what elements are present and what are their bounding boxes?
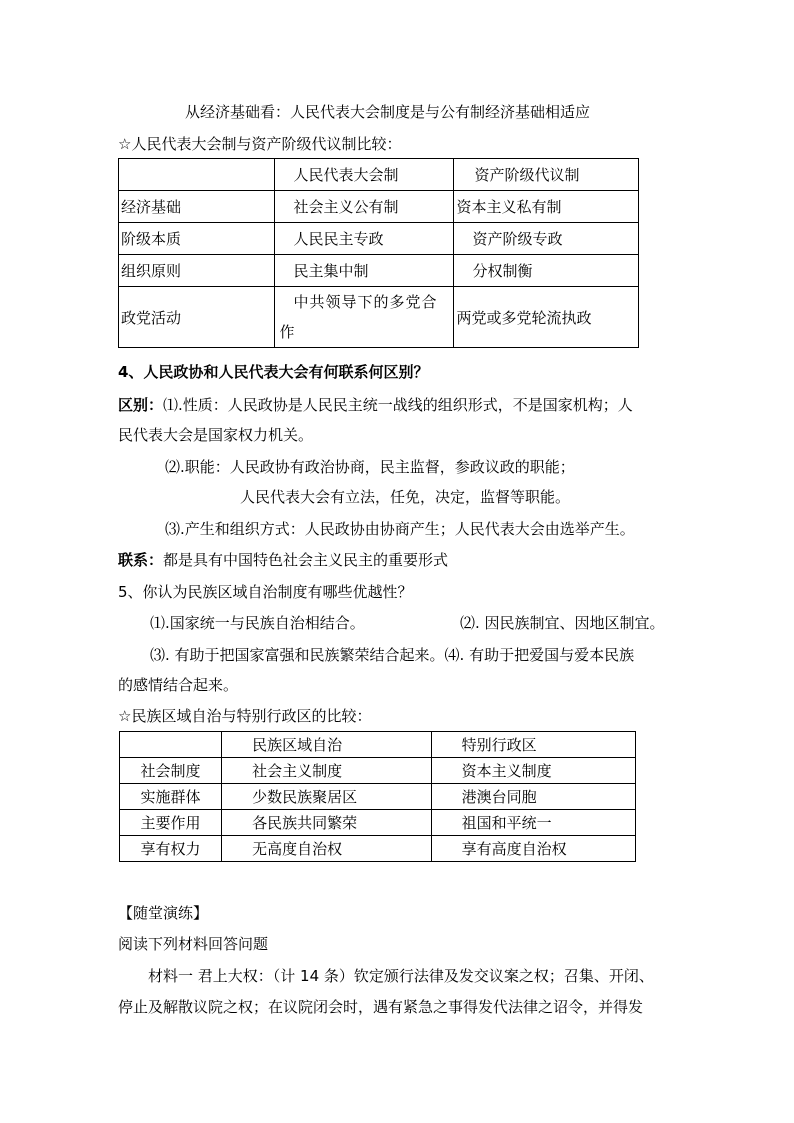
table-cell: 主要作用 xyxy=(120,810,222,836)
connection-label: 联系： xyxy=(118,551,164,569)
table-row xyxy=(119,191,639,223)
material-1b: 停止及解散议院之权；在议院闭会时，遇有紧急之事得发代法律之诏令，并得发 xyxy=(118,998,644,1016)
difference-2a: ⑵.职能：人民政协有政治协商，民主监督，参政议政的职能； xyxy=(165,458,575,476)
table-header-cell: 民族区域自治 xyxy=(222,732,432,758)
table-row xyxy=(120,810,636,836)
difference-1-text: ⑴.性质：人民政协是人民民主统一战线的组织形式，不是国家机构；人 xyxy=(163,396,633,414)
table-header-cell: 人民代表大会制 xyxy=(275,159,454,191)
heading-comparison-2: ☆民族区域自治与特别行政区的比较： xyxy=(118,707,372,725)
comparison-table-npc xyxy=(118,158,639,348)
advantage-2: ⑵. 因民族制宜、因地区制宜。 xyxy=(460,614,665,632)
connection-text: 都是具有中国特色社会主义民主的重要形式 xyxy=(163,551,449,569)
practice-heading: 【随堂演练】 xyxy=(118,904,209,922)
table-cell: 资本主义制度 xyxy=(431,758,635,784)
table-cell: 两党或多党轮流执政 xyxy=(454,287,639,348)
table-cell: 社会主义公有制 xyxy=(275,191,454,223)
table-cell: 中共领导下的多党合作 xyxy=(275,287,454,348)
table-cell: 资本主义私有制 xyxy=(454,191,639,223)
difference-2b: 人民代表大会有立法，任免，决定，监督等职能。 xyxy=(240,488,571,506)
connection xyxy=(118,550,448,570)
difference-1a xyxy=(118,395,633,415)
table-row xyxy=(120,758,636,784)
table-header-cell: 资产阶级代议制 xyxy=(454,159,639,191)
table-row xyxy=(119,255,639,287)
table-cell: 资产阶级专政 xyxy=(454,223,639,255)
material-1a: 材料一 君上大权：（计 14 条）钦定颁行法律及发交议案之权；召集、开闭、 xyxy=(148,967,654,985)
comparison-table-autonomy xyxy=(119,731,636,862)
table-row xyxy=(119,287,639,348)
advantage-3b: 的感情结合起来。 xyxy=(118,676,239,694)
table-cell: 组织原则 xyxy=(119,255,275,287)
table-cell xyxy=(120,732,222,758)
table-header-row xyxy=(120,732,636,758)
table-header-cell: 特别行政区 xyxy=(431,732,635,758)
table-cell: 阶级本质 xyxy=(119,223,275,255)
table-cell: 少数民族聚居区 xyxy=(222,784,432,810)
difference-3: ⑶.产生和组织方式：人民政协由协商产生；人民代表大会由选举产生。 xyxy=(165,520,635,538)
table-cell: 各民族共同繁荣 xyxy=(222,810,432,836)
table-header-row xyxy=(119,159,639,191)
reading-instruction: 阅读下列材料回答问题 xyxy=(118,935,269,953)
table-cell: 港澳台同胞 xyxy=(431,784,635,810)
table-cell: 祖国和平统一 xyxy=(431,810,635,836)
table-cell: 分权制衡 xyxy=(454,255,639,287)
table-cell xyxy=(119,159,275,191)
table-cell: 享有权力 xyxy=(120,836,222,862)
table-cell: 享有高度自治权 xyxy=(431,836,635,862)
table-row xyxy=(120,836,636,862)
table-row xyxy=(119,223,639,255)
text-economic-basis: 从经济基础看：人民代表大会制度是与公有制经济基础相适应 xyxy=(185,103,591,121)
table-cell: 民主集中制 xyxy=(275,255,454,287)
table-cell: 社会制度 xyxy=(120,758,222,784)
table-row xyxy=(120,784,636,810)
table-cell: 社会主义制度 xyxy=(222,758,432,784)
question-5: 5、你认为民族区域自治制度有哪些优越性？ xyxy=(118,583,413,601)
table-cell: 人民民主专政 xyxy=(275,223,454,255)
table-cell: 实施群体 xyxy=(120,784,222,810)
difference-1b: 民代表大会是国家权力机关。 xyxy=(118,426,314,444)
table-cell: 无高度自治权 xyxy=(222,836,432,862)
difference-label: 区别： xyxy=(118,396,164,414)
advantage-1: ⑴.国家统一与民族自治相结合。 xyxy=(150,614,365,632)
question-4: 4、人民政协和人民代表大会有何联系何区别？ xyxy=(118,363,429,381)
advantage-3: ⑶. 有助于把国家富强和民族繁荣结合起来。⑷. 有助于把爱国与爱本民族 xyxy=(150,646,635,664)
table-cell: 政党活动 xyxy=(119,287,275,348)
heading-comparison-1: ☆人民代表大会制与资产阶级代议制比较： xyxy=(118,135,402,153)
table-cell: 经济基础 xyxy=(119,191,275,223)
